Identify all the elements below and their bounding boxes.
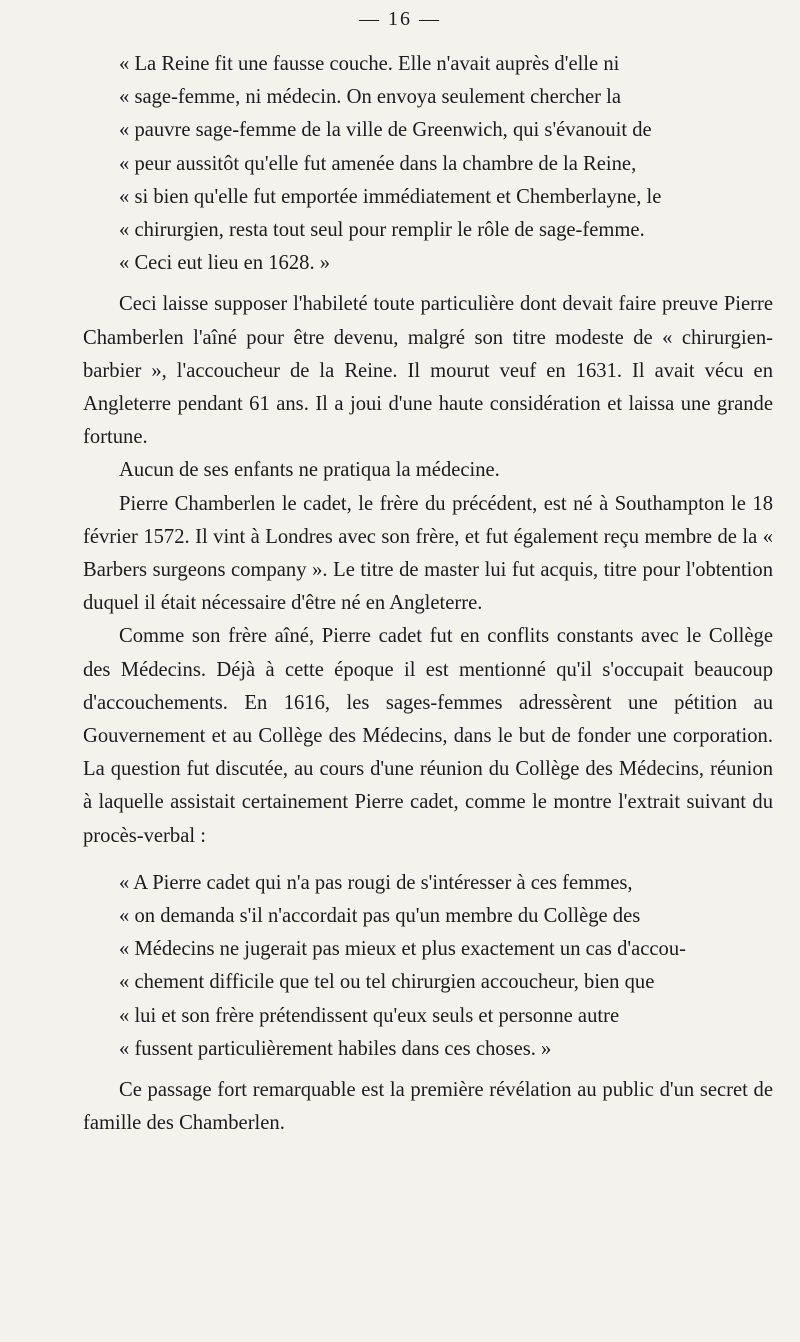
quote-line: « pauvre sage-femme de la ville de Greenwich, qui s'évanouit de: [119, 119, 652, 142]
quote-line: « chement difficile que tel ou tel chirurgien accoucheur, bien que: [119, 971, 655, 994]
quote-line: « si bien qu'elle fut emportée immédiatement et Chemberlayne, le: [119, 185, 662, 208]
paragraph: Pierre Chamberlen le cadet, le frère du précédent, est né à Southampton le 18 février 1572. Il vint à Londres avec son frère, et fut également reçu membre de la « Barbers surgeons company ». Le titre de master lui fut acquis, titre pour l'obtention duquel il était nécessaire d'être né en Angleterre.: [83, 492, 773, 615]
quote-line: « fussent particulièrement habiles dans ces choses. »: [119, 1037, 552, 1060]
paragraph: Comme son frère aîné, Pierre cadet fut en conflits constants avec le Collège des Médecins. Déjà à cette époque il est mentionné qu'il s'occupait beaucoup d'accouchements. En 1616, les sages-femmes adressèrent une pétition au Gouvernement et au Collège des Médecins, dans le but de fonder une corporation. La question fut discutée, au cours d'une réunion du Collège des Médecins, réunion à laquelle assistait certainement Pierre cadet, comme le montre l'extrait suivant du procès-verbal :: [83, 625, 773, 847]
closing-text: [83, 1074, 773, 1140]
paragraph: Aucun de ses enfants ne pratiqua la médecine.: [119, 459, 500, 482]
quote-line: « Médecins ne jugerait pas mieux et plus exactement un cas d'accou-: [119, 938, 686, 961]
paragraph-closing: Ce passage fort remarquable est la première révélation au public d'un secret de famille des Chamberlen.: [83, 1079, 773, 1135]
quote-line: « sage-femme, ni médecin. On envoya seulement chercher la: [119, 86, 622, 109]
paragraph: Ceci laisse supposer l'habileté toute particulière dont devait faire preuve Pierre Chamberlen l'aîné pour être devenu, malgré son titre modeste de « chirurgien-barbier », l'accoucheur de la Reine. Il mourut veuf en 1631. Il avait vécu en Angleterre pendant 61 ans. Il a joui d'une haute considération et laissa une grande fortune.: [83, 293, 773, 449]
quote-line: « peur aussitôt qu'elle fut amenée dans la chambre de la Reine,: [119, 152, 637, 175]
page-number: — 16 —: [359, 8, 441, 30]
body-text: [83, 288, 773, 852]
block-quote-queen: [83, 48, 773, 280]
quote-line: « A Pierre cadet qui n'a pas rougi de s'intéresser à ces femmes,: [119, 871, 633, 894]
quote-line: « chirurgien, resta tout seul pour remplir le rôle de sage-femme.: [119, 219, 645, 242]
page-body: [83, 48, 773, 1141]
quote-line: « Ceci eut lieu en 1628. »: [119, 252, 331, 275]
block-quote-proces-verbal: [83, 867, 773, 1066]
quote-line: « La Reine fit une fausse couche. Elle n'avait auprès d'elle ni: [119, 53, 620, 75]
quote-line: « lui et son frère prétendissent qu'eux seuls et personne autre: [119, 1004, 620, 1027]
quote-line: « on demanda s'il n'accordait pas qu'un membre du Collège des: [119, 905, 641, 928]
